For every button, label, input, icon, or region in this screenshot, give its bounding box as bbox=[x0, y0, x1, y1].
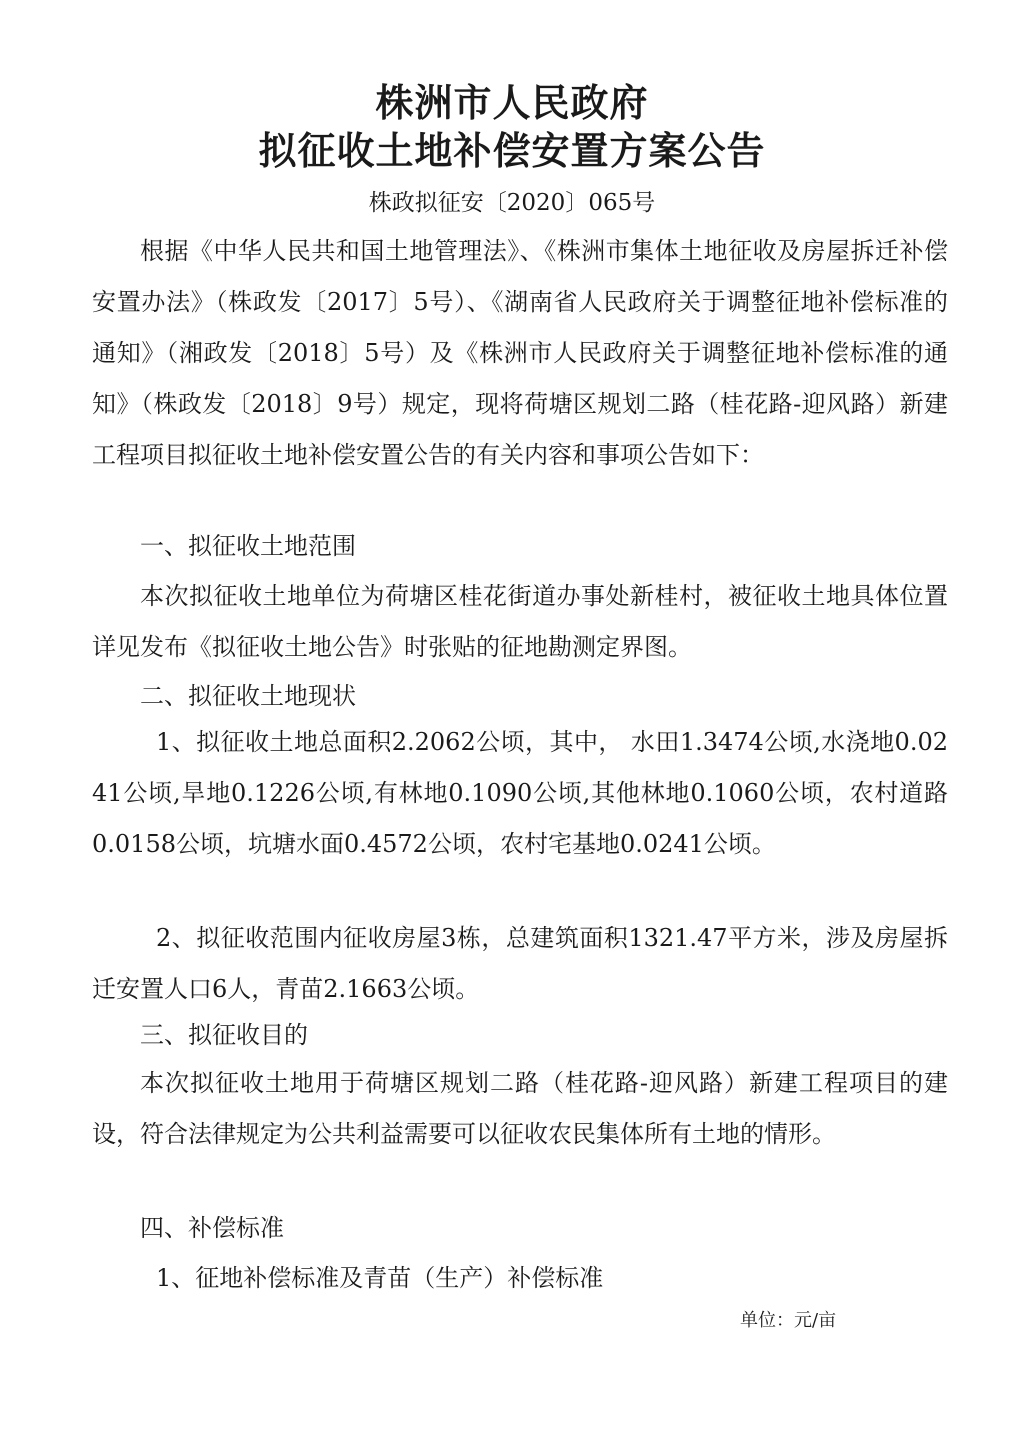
section1-text-block bbox=[92, 571, 948, 673]
intro-paragraph: 根据《中华人民共和国土地管理法》、《株洲市集体土地征收及房屋拆迁补偿安置办法》（株政发〔2017〕5号）、《湖南省人民政府关于调整征地补偿标准的通知》（湘政发〔2018〕5号）及《株洲市人民政府关于调整征地补偿标准的通知》（株政发〔2018〕9号）规定，现将荷塘区规划二路（桂花路-迎风路）新建工程项目拟征收土地补偿安置公告的有关内容和事项公告如下： bbox=[92, 237, 948, 469]
section2-item2-block bbox=[92, 913, 948, 1015]
section4-heading: 四、补偿标准 bbox=[140, 1214, 284, 1242]
section1-heading: 一、拟征收土地范围 bbox=[140, 532, 356, 560]
section2-item1-paragraph: 1、拟征收土地总面积2.2062公顷，其中， 水田1.3474公顷,水浇地0.0241公顷,旱地0.1226公顷,有林地0.1090公顷,其他林地0.1060公顷，农村道路0.0158公顷，坑塘水面0.4572公顷，农村宅基地0.0241公顷。 bbox=[92, 728, 948, 858]
section3-text-block bbox=[92, 1058, 948, 1160]
intro-block bbox=[92, 226, 948, 481]
section4-item1-block bbox=[92, 1253, 948, 1304]
section4-item1: 1、征地补偿标准及青苗（生产）补偿标准 bbox=[156, 1264, 604, 1292]
section3-paragraph: 本次拟征收土地用于荷塘区规划二路（桂花路-迎风路）新建工程项目的建设，符合法律规定为公共利益需要可以征收农民集体所有土地的情形。 bbox=[92, 1069, 948, 1148]
section2-item1-block bbox=[92, 717, 948, 870]
document-title-issuer: 株洲市人民政府 bbox=[375, 81, 649, 125]
section2-heading-block bbox=[92, 671, 948, 722]
section4-heading-block bbox=[92, 1203, 948, 1254]
section2-item2-paragraph: 2、拟征收范围内征收房屋3栋，总建筑面积1321.47平方米，涉及房屋拆迁安置人口6人，青苗2.1663公顷。 bbox=[92, 924, 948, 1003]
section3-heading: 三、拟征收目的 bbox=[140, 1021, 308, 1049]
unit-note: 单位：元/亩 bbox=[740, 1310, 837, 1331]
section1-heading-block bbox=[92, 521, 948, 572]
section2-heading: 二、拟征收土地现状 bbox=[140, 682, 356, 710]
document-number: 株政拟征安〔2020〕065号 bbox=[368, 190, 656, 216]
document-title: 拟征收土地补偿安置方案公告 bbox=[258, 129, 766, 173]
section1-paragraph: 本次拟征收土地单位为荷塘区桂花街道办事处新桂村，被征收土地具体位置详见发布《拟征收土地公告》时张贴的征地勘测定界图。 bbox=[92, 582, 948, 661]
section3-heading-block bbox=[92, 1010, 948, 1061]
